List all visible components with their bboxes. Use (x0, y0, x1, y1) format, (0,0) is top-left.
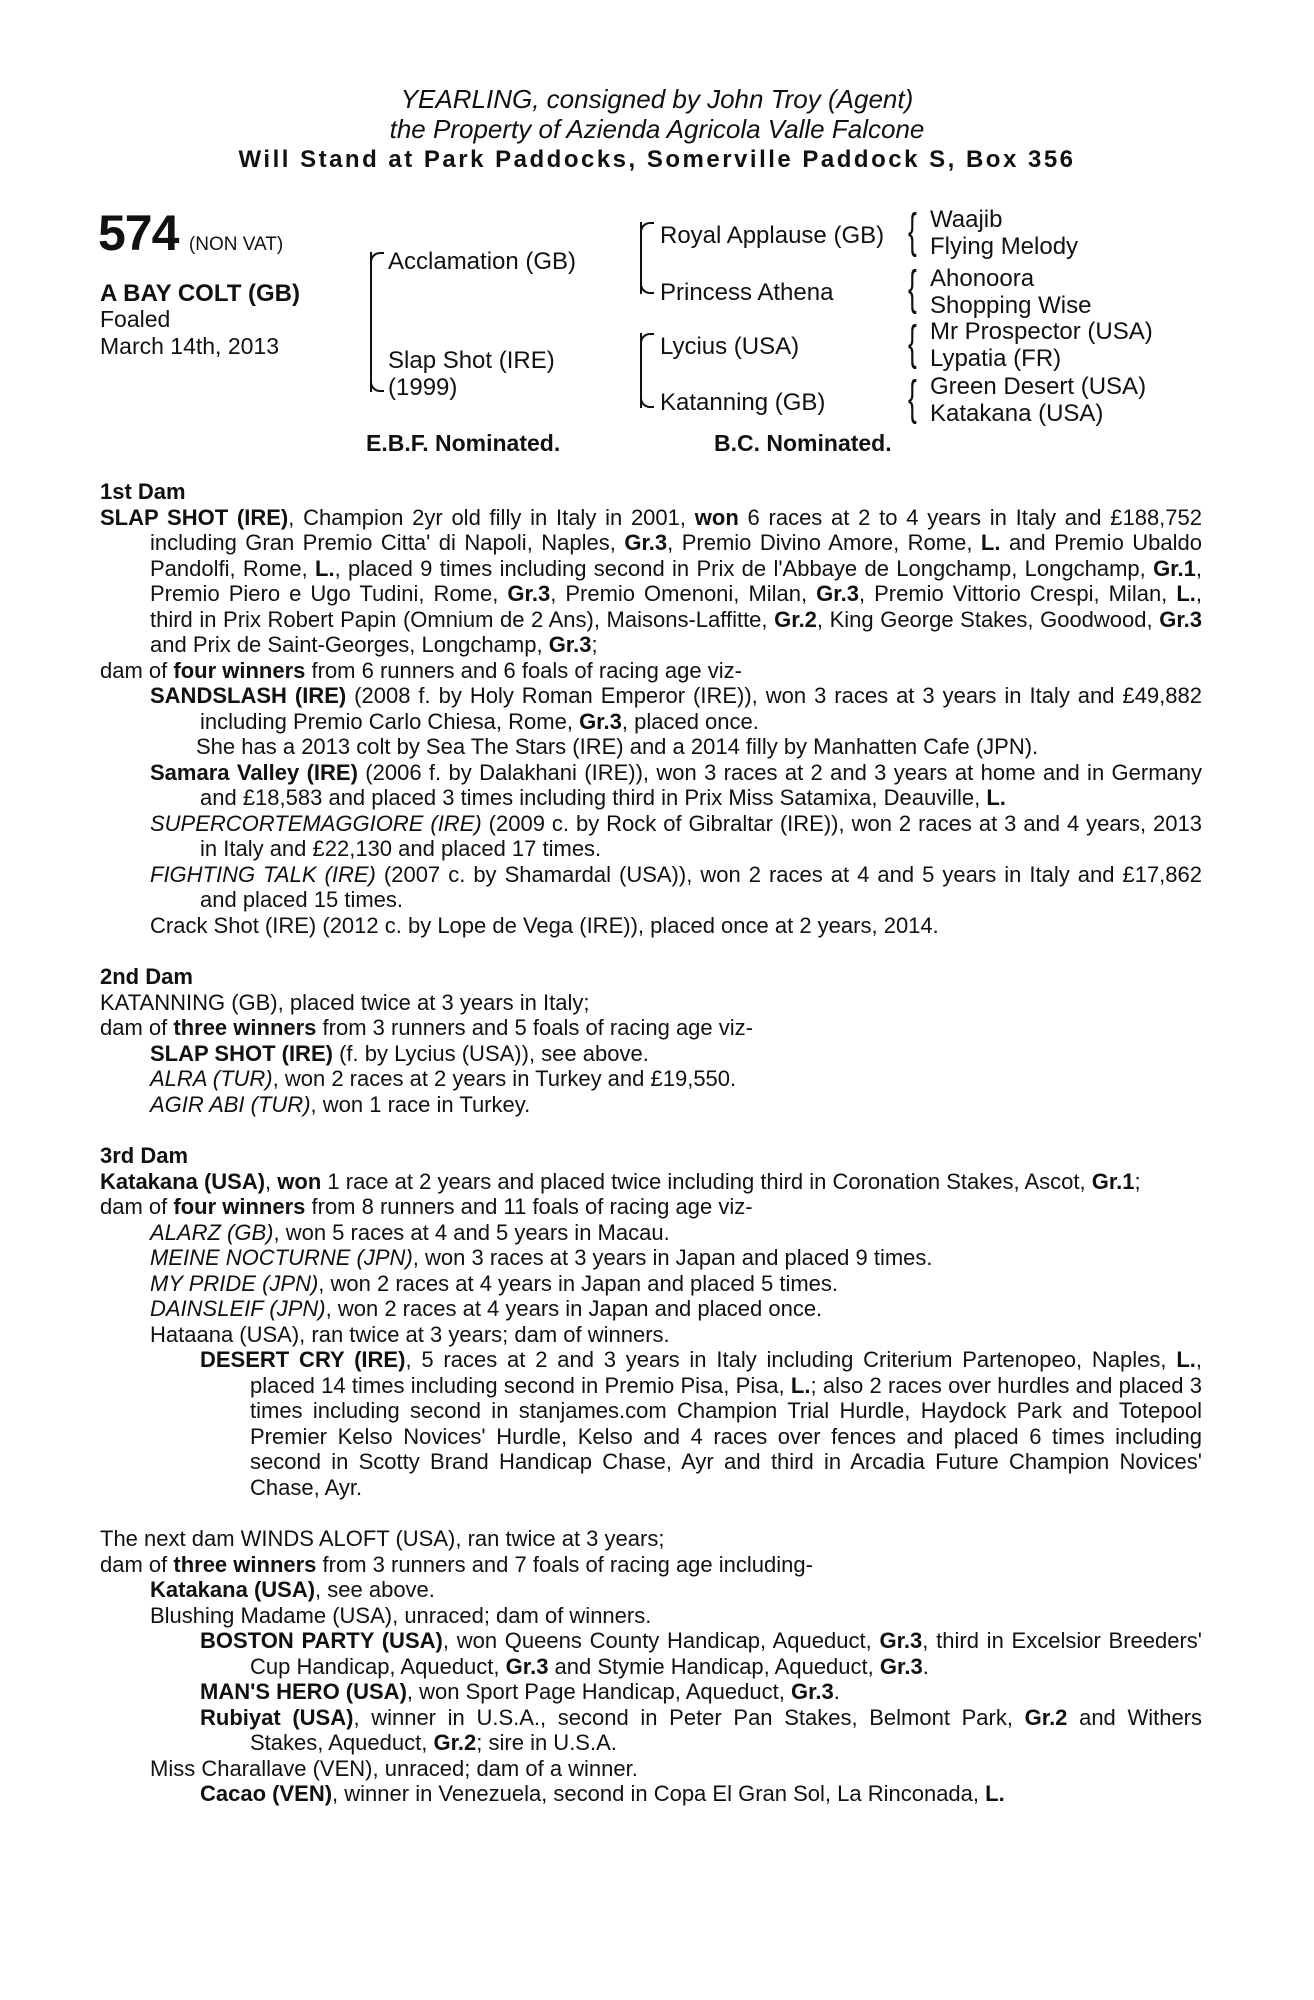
ebf-nominated: E.B.F. Nominated. (366, 430, 561, 456)
header-location: Will Stand at Park Paddocks, Somerville Paddock S, Box 356 (238, 146, 1076, 173)
pedigree-sire-sire: Royal Applause (GB) (660, 222, 885, 249)
pedigree-curly-brace-3: { (908, 317, 917, 370)
text: from 8 runners and 11 foals of racing age viz- (305, 1194, 753, 1219)
pedigree-dam: Slap Shot (IRE) (388, 347, 555, 374)
next-dam-produce-summary (100, 1552, 1202, 1578)
second-dam-heading: 2nd Dam (100, 964, 193, 989)
produce-record-samara-valley (150, 760, 1202, 811)
produce-record-blushing-madame: Blushing Madame (USA), unraced; dam of winners. (150, 1602, 652, 1628)
text-bold: three winners (173, 1551, 317, 1577)
grade-label: Gr.3 (879, 1653, 923, 1679)
text: ; also 2 races over hurdles and placed 3 times including second in stanjames.com Champion Trial Hurdle, Haydock Park and Totepool Premier Kelso Novices' Hurdle, Kelso and 4 races over fences and placed 6 times including second in Scotty Brand Handicap Chase, Ayr and third in Arcadia Future Champion Novices' Chase, Ayr. (250, 1372, 1203, 1500)
horse-name: DESERT CRY (IRE) (200, 1347, 406, 1372)
text: , won 5 races at 4 and 5 years in Macau. (273, 1219, 670, 1245)
grade-label: Gr.3 (816, 581, 859, 606)
text-bold: won (277, 1168, 322, 1194)
pedigree-dam-year: (1999) (388, 374, 458, 401)
text: , won 2 races at 4 years in Japan and placed once. (325, 1296, 823, 1321)
lot-number-block (98, 204, 283, 262)
catalogue-body (100, 479, 1202, 1807)
second-dam-produce-summary (100, 1015, 1202, 1041)
text-bold: three winners (173, 1015, 317, 1040)
text: , third in Excelsior Breeders' Cup Handicap, Aqueduct, (250, 1628, 1202, 1679)
text: ; (1134, 1168, 1141, 1194)
lot-number: 574 (98, 205, 179, 261)
text: , placed 14 times including second in Premio Pisa, Pisa, (250, 1347, 1202, 1398)
grade-label: Gr.3 (1159, 606, 1203, 632)
produce-record-agir-abi (150, 1092, 1202, 1118)
header-consignor: YEARLING, consigned by John Troy (Agent) (400, 84, 914, 114)
text: , 5 races at 2 and 3 years in Italy including Criterium Partenopeo, Naples, (405, 1347, 1177, 1372)
produce-record-desert-cry (200, 1347, 1202, 1500)
text-bold: four winners (173, 657, 306, 683)
produce-note: She has a 2013 colt by Sea The Stars (IRE) and a 2014 filly by Manhatten Cafe (JPN). (196, 734, 1039, 759)
produce-record-hataana: Hataana (USA), ran twice at 3 years; dam of winners. (150, 1321, 670, 1347)
horse-name: AGIR ABI (TUR) (150, 1091, 311, 1117)
foaled-date: March 14th, 2013 (100, 333, 280, 359)
text: , placed 9 times including second in Prix de l'Abbaye de Longchamp, Longchamp, (334, 555, 1154, 581)
produce-record-alarz (150, 1220, 1202, 1246)
foaled-label: Foaled (100, 306, 171, 332)
listed-label: L. (985, 1781, 1005, 1806)
horse-name: SANDSLASH (IRE) (150, 683, 347, 708)
produce-record-crack-shot: Crack Shot (IRE) (2012 c. by Lope de Vega (IRE)), placed once at 2 years, 2014. (150, 912, 939, 938)
pedigree-ddd: Katakana (USA) (930, 400, 1104, 427)
pedigree-brace-sire (640, 222, 642, 294)
horse-name: MY PRIDE (JPN) (150, 1270, 319, 1296)
grade-label: Gr.1 (1091, 1168, 1135, 1194)
third-dam-heading: 3rd Dam (100, 1143, 189, 1168)
grade-label: Gr.3 (505, 1653, 549, 1679)
text: and Prix de Saint-Georges, Longchamp, (150, 632, 549, 657)
horse-name: ALARZ (GB) (150, 1219, 274, 1245)
produce-record-boston-party (200, 1628, 1202, 1679)
text: from 3 runners and 5 foals of racing age viz- (316, 1015, 753, 1040)
header-property: the Property of Azienda Agricola Valle Falcone (389, 114, 925, 144)
produce-record-miss-charallave: Miss Charallave (VEN), unraced; dam of a winner. (150, 1755, 638, 1781)
text: 6 races at 2 to 4 years in Italy and £188,752 including Gran Premio Citta' di Napoli, Naples, (150, 504, 1202, 555)
text: , (265, 1168, 278, 1194)
produce-record-alra (150, 1066, 1202, 1092)
produce-record-supercortemaggiore (150, 811, 1202, 862)
produce-record-rubiyat (200, 1705, 1202, 1756)
listed-label: L. (1176, 1347, 1196, 1372)
text: and Stymie Handicap, Aqueduct, (548, 1653, 880, 1679)
horse-name: Samara Valley (IRE) (150, 759, 358, 785)
horse-name: MEINE NOCTURNE (JPN) (150, 1245, 413, 1270)
third-dam-record (100, 1169, 1202, 1195)
grade-label: Gr.3 (507, 581, 551, 606)
pedigree-dss: Mr Prospector (USA) (930, 318, 1153, 345)
text: (f. by Lycius (USA)), see above. (332, 1040, 649, 1066)
text: 1 race at 2 years and placed twice including third in Coronation Stakes, Ascot, (321, 1168, 1092, 1194)
text: , won Sport Page Handicap, Aqueduct, (406, 1679, 791, 1704)
horse-name: Cacao (VEN) (200, 1781, 333, 1806)
horse-name: FIGHTING TALK (IRE) (150, 861, 376, 887)
horse-name: Katakana (USA) (100, 1168, 266, 1194)
text: , won 2 races at 2 years in Turkey and £19,550. (272, 1066, 737, 1091)
produce-record-mans-hero (200, 1679, 1202, 1705)
grade-label: Gr.3 (790, 1679, 834, 1704)
text: from 6 runners and 6 foals of racing age viz- (305, 657, 742, 683)
text: , winner in Venezuela, second in Copa El Gran Sol, La Rinconada, (332, 1781, 986, 1806)
grade-label: Gr.3 (624, 530, 668, 555)
horse-name: SUPERCORTEMAGGIORE (IRE) (150, 810, 482, 836)
grade-label: Gr.1 (1153, 555, 1196, 581)
grade-label: Gr.3 (579, 708, 622, 734)
text: , won Queens County Handicap, Aqueduct, (442, 1628, 880, 1653)
produce-record-fighting-talk (150, 862, 1202, 913)
pedigree-dds: Green Desert (USA) (930, 373, 1147, 400)
pedigree-sire: Acclamation (GB) (388, 248, 577, 275)
horse-name: Rubiyat (USA) (200, 1704, 354, 1730)
text: dam of (100, 1194, 174, 1219)
produce-record-sandslash (150, 683, 1202, 734)
text: dam of (100, 657, 174, 683)
text: , Premio Divino Amore, Rome, (667, 530, 981, 555)
text: , third in Prix Robert Papin (Omnium de 2 Ans), Maisons-Laffitte, (150, 581, 1202, 632)
text: (2006 f. by Dalakhani (IRE)), won 3 races at 2 and 3 years at home and in Germany and £18,583 and placed 3 times including third in Prix Miss Satamixa, Deauville, (200, 759, 1202, 810)
produce-record-cacao (200, 1781, 1202, 1807)
text: , Premio Vittorio Crespi, Milan, (858, 581, 1177, 606)
text: ; sire in U.S.A. (476, 1730, 617, 1755)
horse-name: SLAP SHOT (IRE) (150, 1040, 333, 1066)
text: , won 1 race in Turkey. (310, 1091, 531, 1117)
pedigree-dam-sire: Lycius (USA) (660, 333, 800, 360)
text: (2009 c. by Rock of Gibraltar (IRE)), won 2 races at 3 and 4 years, 2013 in Italy and £22,130 and placed 17 times. (200, 810, 1202, 861)
pedigree-sdd: Shopping Wise (930, 292, 1092, 319)
pedigree-dam-dam: Katanning (GB) (660, 389, 826, 416)
pedigree-curly-brace-1: { (908, 205, 917, 258)
first-dam-heading: 1st Dam (100, 479, 186, 504)
produce-record-my-pride (150, 1271, 1202, 1297)
listed-label: L. (986, 785, 1006, 810)
text: (2008 f. by Holy Roman Emperor (IRE)), won 3 races at 3 years in Italy and £49,882 including Premio Carlo Chiesa, Rome, (200, 683, 1202, 734)
text: and Withers Stakes, Aqueduct, (250, 1704, 1203, 1755)
grade-label: Gr.3 (548, 632, 592, 657)
second-dam-record: KATANNING (GB), placed twice at 3 years in Italy; (100, 989, 590, 1015)
text: , see above. (315, 1577, 435, 1602)
grade-label: Gr.3 (879, 1628, 923, 1653)
grade-label: Gr.2 (433, 1730, 477, 1755)
text: dam of (100, 1551, 174, 1577)
text: dam of (100, 1015, 174, 1040)
text: , placed once. (621, 708, 759, 734)
text: , King George Stakes, Goodwood, (816, 606, 1160, 632)
horse-name: MAN'S HERO (USA) (200, 1679, 407, 1704)
produce-record-katakana (150, 1577, 1202, 1603)
produce-record-slap-shot (150, 1041, 1202, 1067)
pedigree-sire-dam: Princess Athena (660, 279, 834, 306)
horse-name: ALRA (TUR) (150, 1066, 273, 1091)
vat-status: (NON VAT) (188, 234, 284, 255)
grade-label: Gr.2 (774, 606, 817, 632)
next-dam-record: The next dam WINDS ALOFT (USA), ran twice at 3 years; (100, 1526, 665, 1551)
pedigree-sss: Waajib (930, 206, 1003, 233)
text: and Premio Ubaldo Pandolfi, Rome, (150, 530, 1202, 581)
lot-name: A BAY COLT (GB) (100, 280, 301, 307)
text: . (922, 1653, 929, 1679)
text: , Champion 2yr old filly in Italy in 2001, (288, 504, 695, 530)
text-bold: won (694, 504, 739, 530)
listed-label: L. (790, 1372, 811, 1398)
pedigree-curly-brace-2: { (908, 262, 917, 315)
listed-label: L. (980, 530, 1001, 555)
text: from 3 runners and 7 foals of racing age including- (316, 1551, 813, 1577)
horse-name: BOSTON PARTY (USA) (200, 1628, 443, 1653)
horse-name: DAINSLEIF (JPN) (150, 1296, 326, 1321)
bc-nominated: B.C. Nominated. (714, 430, 892, 456)
pedigree-brace-dam (640, 333, 642, 408)
listed-label: L. (315, 555, 335, 581)
third-dam-produce-summary (100, 1194, 1202, 1220)
listed-label: L. (1176, 581, 1196, 606)
produce-record-meine-nocturne (150, 1245, 1202, 1271)
first-dam-produce-summary (100, 658, 1202, 684)
text: (2007 c. by Shamardal (USA)), won 2 races at 4 and 5 years in Italy and £17,862 and placed 15 times. (200, 861, 1203, 912)
text: , won 3 races at 3 years in Japan and placed 9 times. (412, 1245, 933, 1270)
text: , Premio Piero e Ugo Tudini, Rome, (150, 555, 1202, 606)
text: ; (591, 632, 598, 657)
pedigree-curly-brace-4: { (908, 372, 917, 425)
pedigree-ssd: Flying Melody (930, 233, 1079, 260)
text-bold: four winners (173, 1194, 306, 1219)
text: , won 2 races at 4 years in Japan and placed 5 times. (318, 1270, 839, 1296)
pedigree-brace-first (370, 252, 372, 392)
first-dam-record (100, 505, 1202, 658)
grade-label: Gr.2 (1024, 1704, 1068, 1730)
text: , winner in U.S.A., second in Peter Pan Stakes, Belmont Park, (353, 1704, 1025, 1730)
horse-name: Katakana (USA) (150, 1577, 316, 1602)
pedigree-sds: Ahonoora (930, 265, 1035, 292)
pedigree-dsd: Lypatia (FR) (930, 345, 1062, 372)
text: . (833, 1679, 840, 1704)
produce-record-dainsleif (150, 1296, 1202, 1322)
text: , Premio Omenoni, Milan, (550, 581, 817, 606)
first-dam-name: SLAP SHOT (IRE) (100, 504, 289, 530)
